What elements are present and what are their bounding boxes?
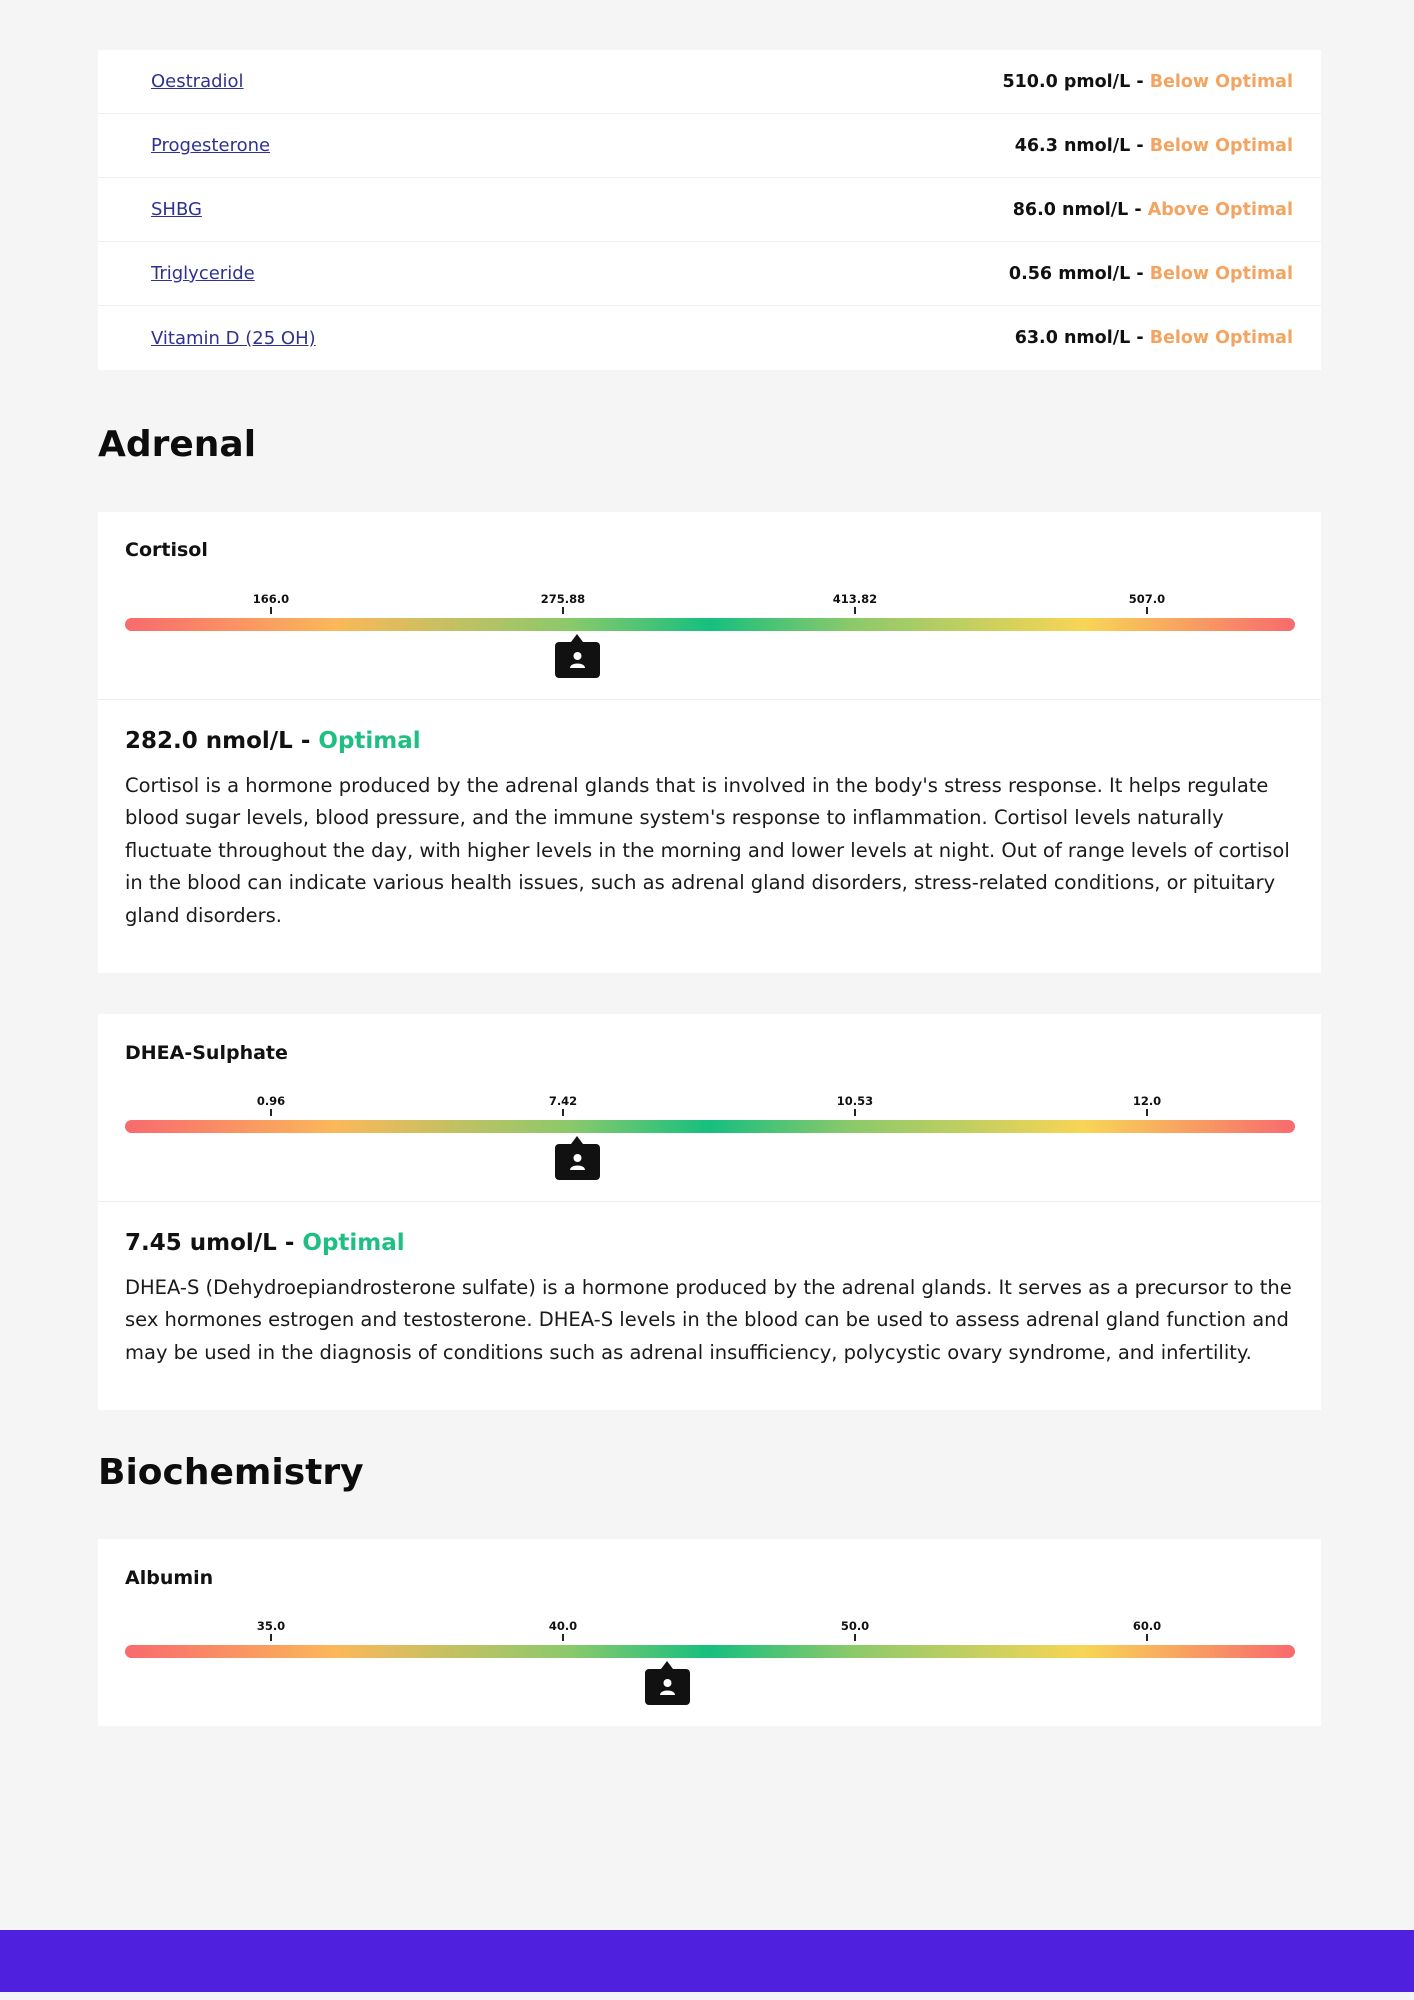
result-line — [125, 1230, 405, 1256]
range-tick-label: 0.96 — [256, 1094, 286, 1108]
range-tick-mark — [562, 1634, 564, 1641]
range-tick-mark — [1146, 1634, 1148, 1641]
range-tick-label: 7.42 — [548, 1094, 578, 1108]
range-tick-mark — [270, 607, 272, 614]
range-tick-mark — [562, 607, 564, 614]
status-label: Below Optimal — [1149, 71, 1293, 92]
biomarker-link-shbg[interactable]: SHBG — [151, 199, 202, 220]
section-heading-adrenal: Adrenal — [98, 424, 257, 465]
biomarker-name: Cortisol — [125, 539, 208, 561]
range-tick-label: 60.0 — [1132, 1619, 1162, 1633]
biomarker-link-oestradiol[interactable]: Oestradiol — [151, 71, 244, 92]
biomarker-value — [1015, 328, 1293, 348]
range-tick-label: 275.88 — [540, 592, 586, 606]
divider — [98, 699, 1321, 700]
list-item — [98, 50, 1321, 114]
section-heading-biochemistry: Biochemistry — [98, 1452, 364, 1493]
range-tick-mark — [562, 1109, 564, 1116]
status-label: Below Optimal — [1149, 135, 1293, 156]
value-text: 46.3 nmol/L — [1014, 135, 1131, 156]
list-item — [98, 306, 1321, 370]
user-badge-icon — [645, 1669, 690, 1705]
range-tick-mark — [854, 607, 856, 614]
biomarker-value — [1002, 72, 1293, 92]
separator: - — [292, 728, 319, 754]
range-tick-mark — [854, 1109, 856, 1116]
result-value: 7.45 umol/L — [125, 1230, 277, 1256]
value-text: 0.56 mmol/L — [1008, 263, 1131, 284]
status-label: Below Optimal — [1149, 328, 1293, 348]
status-label: Below Optimal — [1149, 263, 1293, 284]
separator: - — [1130, 263, 1150, 284]
range-tick-label: 12.0 — [1132, 1094, 1162, 1108]
separator: - — [1128, 199, 1148, 220]
biomarker-name: Albumin — [125, 1567, 214, 1589]
biomarker-link-triglyceride[interactable]: Triglyceride — [151, 263, 255, 284]
user-badge-icon — [555, 1144, 600, 1180]
range-bar — [125, 618, 1295, 631]
value-text: 510.0 pmol/L — [1002, 71, 1131, 92]
result-status: Optimal — [318, 728, 421, 754]
result-status: Optimal — [302, 1230, 405, 1256]
biomarker-card-dhea-sulphate — [98, 1014, 1321, 1410]
divider — [98, 1201, 1321, 1202]
range-tick-label: 10.53 — [836, 1094, 874, 1108]
biomarker-name: DHEA-Sulphate — [125, 1042, 288, 1064]
range-tick-mark — [1146, 607, 1148, 614]
range-tick-label: 50.0 — [840, 1619, 870, 1633]
biomarker-value — [1015, 136, 1293, 156]
result-line — [125, 728, 421, 754]
range-tick-label: 507.0 — [1128, 592, 1166, 606]
biomarker-card-albumin — [98, 1539, 1321, 1726]
range-tick-label: 40.0 — [548, 1619, 578, 1633]
range-tick-mark — [1146, 1109, 1148, 1116]
list-item — [98, 242, 1321, 306]
biomarker-description: DHEA-S (Dehydroepiandrosterone sulfate) is a hormone produced by the adrenal glands. It serves as a precursor to the sex hormones estrogen and testosterone. DHEA-S levels in the blood can be used to assess adrenal gland function and may be used in the diagnosis of conditions such as adrenal insufficiency, polycystic ovary syndrome, and infertility. — [125, 1276, 1292, 1364]
biomarker-value — [1009, 264, 1293, 284]
range-tick-label: 35.0 — [256, 1619, 286, 1633]
result-value: 282.0 nmol/L — [125, 728, 293, 754]
range-bar — [125, 1645, 1295, 1658]
biomarker-link-vitamin-d[interactable]: Vitamin D (25 OH) — [151, 327, 316, 349]
value-text: 86.0 nmol/L — [1012, 199, 1129, 220]
range-tick-mark — [270, 1634, 272, 1641]
range-tick-label: 166.0 — [252, 592, 290, 606]
list-item — [98, 114, 1321, 178]
range-tick-mark — [270, 1109, 272, 1116]
user-badge-icon — [555, 642, 600, 678]
separator: - — [276, 1230, 303, 1256]
separator: - — [1130, 135, 1150, 156]
range-tick-label: 413.82 — [832, 592, 878, 606]
footer-bar — [0, 1930, 1414, 1992]
separator: - — [1130, 328, 1150, 348]
status-label: Above Optimal — [1147, 199, 1293, 220]
value-text: 63.0 nmol/L — [1014, 328, 1131, 348]
biomarker-link-progesterone[interactable]: Progesterone — [151, 135, 271, 156]
biomarker-value — [1013, 200, 1293, 220]
biomarker-card-cortisol — [98, 512, 1321, 973]
range-bar — [125, 1120, 1295, 1133]
biomarker-description: Cortisol is a hormone produced by the adrenal glands that is involved in the body's stress response. It helps regulate blood sugar levels, blood pressure, and the immune system's response to inflammation. Cortisol levels naturally fluctuate throughout the day, with higher levels in the morning and lower levels at night. Out of range levels of cortisol in the blood can indicate various health issues, such as adrenal gland disorders, stress-related conditions, or pituitary gland disorders. — [125, 774, 1290, 927]
separator: - — [1130, 71, 1150, 92]
list-item — [98, 178, 1321, 242]
biomarker-summary-list — [98, 50, 1321, 370]
range-tick-mark — [854, 1634, 856, 1641]
